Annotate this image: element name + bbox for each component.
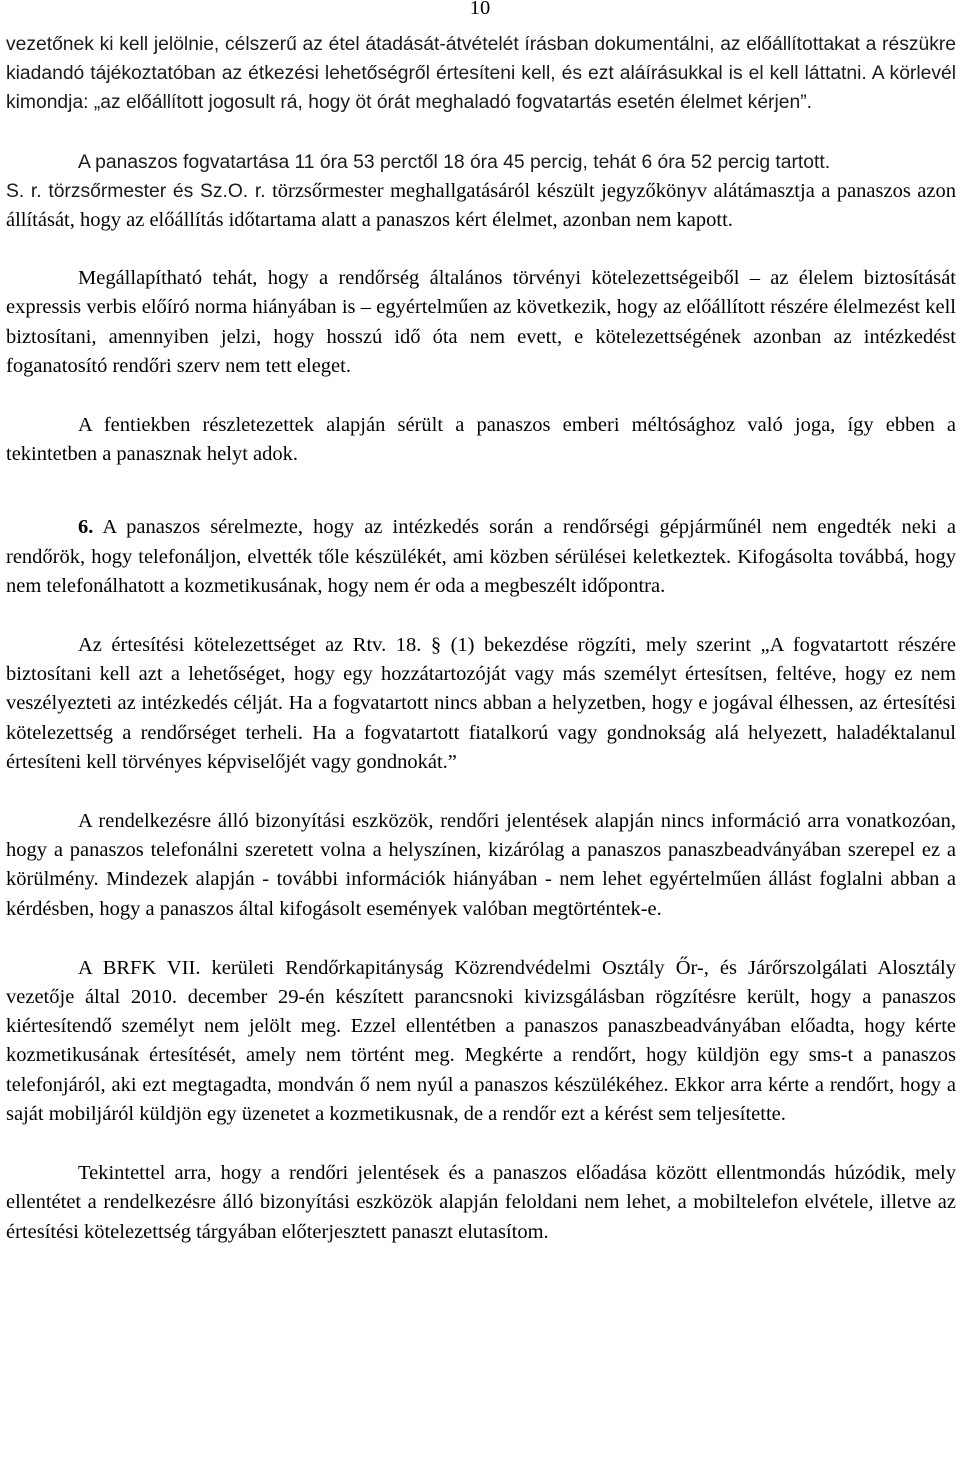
paragraph-5: A fentiekben részletezettek alapján sérült a panaszos emberi méltósághoz való joga, így ebben a tekintetben a panasznak helyt adok. — [6, 414, 956, 466]
paragraph-8: A rendelkezésre álló bizonyítási eszközök, rendőri jelentések alapján nincs információ arra vonatkozóan, hogy a panaszos telefonálni szeretett volna a helyszínen, kizárólag a panaszos panaszbeadványában szerepel ez a körülmény. Mindezek alapján - további információk hiányában - nem lehet egyértelműen állást foglalni abban a kérdésben, hogy a panaszos által kifogásolt események valóban megtörténtek-e. — [6, 810, 956, 920]
paragraph-10: Tekintettel arra, hogy a rendőri jelentések és a panaszos előadása között ellentmondás húzódik, mely ellentétet a rendelkezésre álló bizonyítási eszközök alapján feloldani nem lehet, a mobiltelefon elvétele, illetve az értesítési kötelezettség tárgyában előterjesztett panaszt elutasítom. — [6, 1162, 956, 1243]
paragraph-7: Az értesítési kötelezettséget az Rtv. 18. § (1) bekezdése rögzíti, mely szerint „A fogvatartott részére biztosítani kell azt a lehetőséget, hogy egy hozzátartozóját vagy más személyt értesítsen, feltéve, hogy ez nem veszélyezteti az intézkedés célját. Ha a fogvatartott nincs abban a helyzetben, hogy e jogával élhessen, az értesítési kötelezettség a rendőrséget terheli. Ha a fogvatartott fiatalkorú vagy gondnokság alá helyezett, haladéktalanul értesíteni kell törvényes képviselőjét vagy gondnokát.” — [6, 634, 956, 773]
document-body — [6, 30, 956, 1247]
paragraph-6 — [6, 513, 956, 601]
page-number: 10 — [469, 0, 491, 19]
paragraph-6-body: A panaszos sérelmezte, hogy az intézkedés során a rendőrségi gépjárműnél nem engedték neki a rendőrök, hogy telefonáljon, elvették tőle készülékét, ami közben sérülései keletkeztek. Kifogásolta továbbá, hogy nem telefonálhatott a kozmetikusának, hogy nem ér oda a megbeszélt időpontra. — [6, 516, 956, 597]
paragraph-2: A panaszos fogvatartása 11 óra 53 perctől 18 óra 45 percig, tehát 6 óra 52 percig tartott. — [78, 151, 831, 173]
paragraph-3 — [6, 177, 956, 235]
paragraph-1: vezetőnek ki kell jelölnie, célszerű az étel átadását-átvételét írásban dokumentálni, az előállítottakat a részükre kiadandó tájékoztatóban az étkezési lehetőségről értesíteni kell, és ezt aláírásukkal is el kell láttatni. A körlevél kimondja: „az előállított jogosult rá, hogy öt órát meghaladó fogvatartás esetén élelmet kérjen”. — [6, 34, 956, 114]
section-number: 6. — [78, 516, 94, 539]
paragraph-3-body: törzsőrmester meghallgatásáról készült jegyzőkönyv alátámasztja a panaszos azon állítását, hogy az előállítás időtartama alatt a panaszos kért élelmet, azonban nem kapott. — [6, 179, 957, 232]
paragraph-3-lead: S. r. törzsőrmester és Sz.O. r. — [6, 180, 266, 202]
paragraph-9: A BRFK VII. kerületi Rendőrkapitányság Közrendvédelmi Osztály Őr-, és Járőrszolgálati Alosztály vezetője által 2010. december 29-én készített parancsnoki kivizsgálásban rögzítésre került, hogy a panaszos kiértesítendő személyt nem jelölt meg. Ezzel ellentétben a panaszos panaszbeadványában előadta, hogy kérte kozmetikusának értesítését, amely nem történt meg. Megkérte a rendőrt, hogy küldjön egy sms-t a panaszos telefonjáról, aki ezt megtagadta, mondván ő nem nyúl a panaszos készülékéhez. Ekkor arra kérte a rendőrt, hogy a saját mobiljáról küldjön egy üzenetet a kozmetikusnak, de a rendőr ezt a kérést sem teljesítette. — [6, 956, 956, 1125]
paragraph-4: Megállapítható tehát, hogy a rendőrség általános törvényi kötelezettségeiből – az élelem biztosítását expressis verbis előíró norma hiányában is – egyértelműen az következik, hogy az előállított részére élelmezést kell biztosítani, amennyiben jelzi, hogy hosszú idő óta nem evett, e kötelezettségének azonban az intézkedést foganatosító rendőri szerv nem tett eleget. — [6, 267, 956, 377]
